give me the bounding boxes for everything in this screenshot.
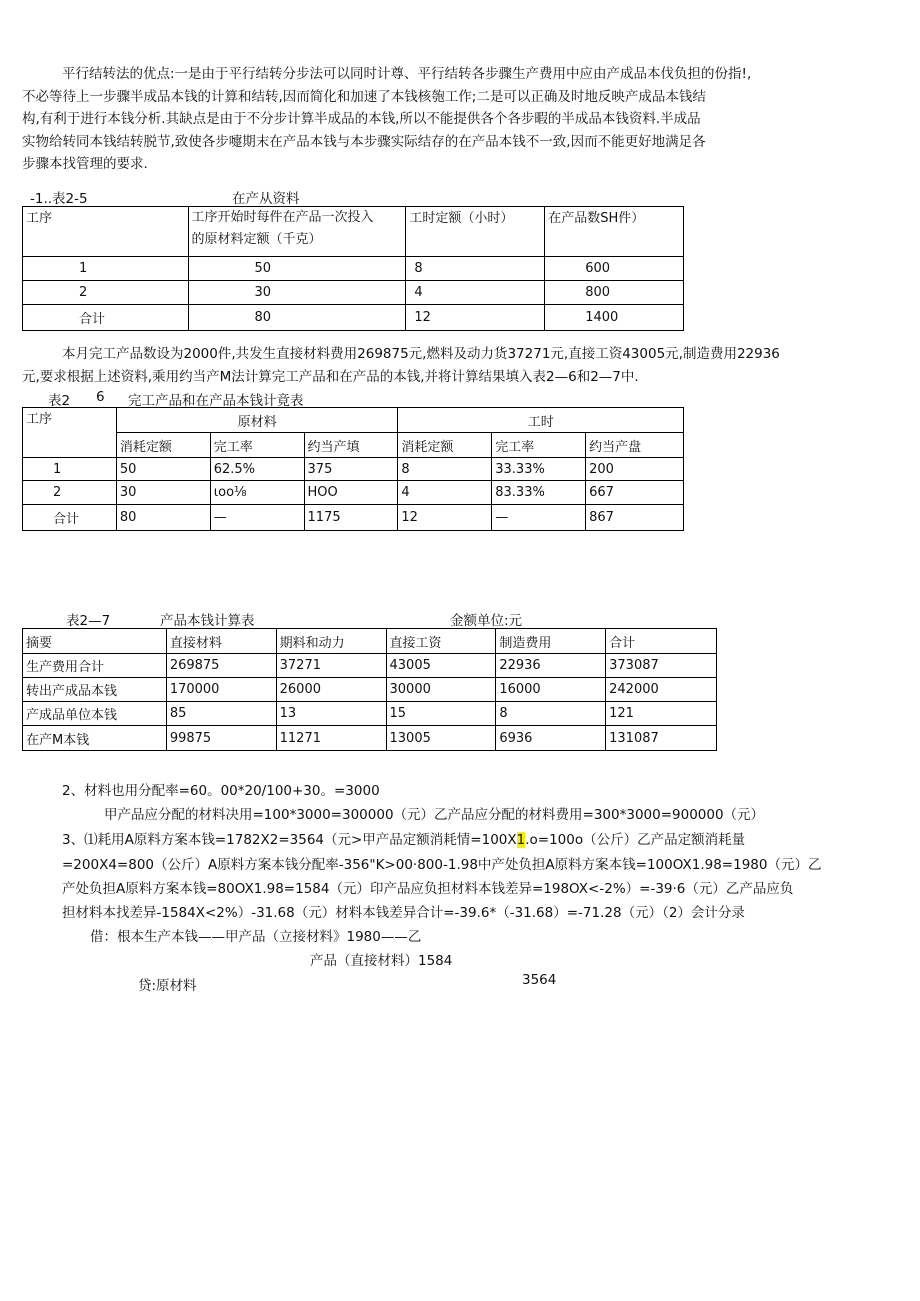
table26-subhead: 完工率: [210, 433, 304, 458]
table27-caption-number: 表2—7: [66, 613, 111, 629]
table25-cell: 1400: [545, 305, 684, 331]
table27-cell: 121: [606, 702, 717, 726]
q2-line-2: 甲产品应分配的材料决用=100*3000=300000（元）乙产品应分配的材料费用=300*3000=900000（元）: [104, 807, 765, 823]
table27-header: 制造费用: [496, 629, 606, 654]
table27-cell: 转出产成品本钱: [23, 678, 167, 702]
table-2-6: [22, 407, 684, 531]
q3-line-2: =200X4=800（公斤）A原料方案本钱分配率-356"K>00·800-1.98中产处负担A原料方案本钱=100OX1.98=1980（元）乙: [62, 857, 822, 873]
table26-subhead: 消耗定额: [116, 433, 210, 458]
table27-cell: 131087: [606, 726, 717, 751]
table26-cell: 80: [116, 505, 210, 531]
table26-cell: 1175: [304, 505, 398, 531]
table26-subhead: 约当产填: [304, 433, 398, 458]
table26-cell: 12: [398, 505, 492, 531]
table26-cell: 8: [398, 458, 492, 481]
table-row: [23, 481, 684, 505]
table27-cell: 16000: [496, 678, 606, 702]
q3-credit-value: 3564: [522, 972, 557, 988]
table26-cell: 62.5%: [210, 458, 304, 481]
table-row: [23, 305, 684, 331]
table26-subhead: 消耗定额: [398, 433, 492, 458]
table27-cell: 13: [276, 702, 386, 726]
table26-group-material: 原材料: [116, 408, 398, 433]
table27-cell: 37271: [276, 654, 386, 678]
table26-cell: 83.33%: [492, 481, 586, 505]
table26-cell: —: [492, 505, 586, 531]
table25-header-material-line1: 工序开始时每件在产品一次投入: [191, 210, 374, 225]
table26-cell: 375: [304, 458, 398, 481]
table26-cell: ιoo⅛: [210, 481, 304, 505]
q3-line-5: 借：根本生产本钱——甲产品（立接材料》1980——乙: [90, 929, 422, 945]
table26-caption-title: 完工产品和在产品本钱计竟表: [128, 393, 304, 409]
table-row: [23, 505, 684, 531]
table26-cell: 50: [116, 458, 210, 481]
table26-subhead: 约当产盘: [586, 433, 684, 458]
table27-cell: 170000: [166, 678, 276, 702]
table26-caption-number-2: 6: [96, 389, 105, 405]
table27-caption-title: 产品本钱计算表: [160, 613, 255, 629]
q3-line-3: 产处负担A原料方案本钱=80OX1.98=1584（元）印产品应负担材料本钱差异=198OX<-2%）=-39·6（元）乙产品应负: [62, 881, 794, 897]
intro-line-5: 步骤本找管理的要求.: [22, 156, 148, 172]
table27-cell: 30000: [386, 678, 496, 702]
table25-cell: 2: [23, 281, 189, 305]
table-2-5: [22, 206, 684, 331]
table26-cell: HOO: [304, 481, 398, 505]
table27-cell: 85: [166, 702, 276, 726]
table27-header: 直接工资: [386, 629, 496, 654]
table-row: [23, 281, 684, 305]
table26-header-process: 工序: [23, 408, 117, 458]
table27-cell: 242000: [606, 678, 717, 702]
table27-cell: 产成品单位本钱: [23, 702, 167, 726]
table26-cell: 200: [586, 458, 684, 481]
table25-cell: 4: [406, 281, 545, 305]
table26-cell: 867: [586, 505, 684, 531]
table26-group-hours: 工时: [398, 408, 684, 433]
table27-header: 合计: [606, 629, 717, 654]
intro-line-4: 实物给转同本钱结转脱节,致使各步嚏期末在产品本钱与本步骤实际结存的在产品本钱不一致,因而不能更好地满足各: [22, 133, 706, 150]
table27-caption-unit: 金额单位:元: [450, 613, 523, 629]
table25-header-material-line2: 的原材料定额（千克）: [191, 232, 322, 247]
table26-cell: 667: [586, 481, 684, 505]
table25-cell: 合计: [23, 305, 189, 331]
intro-line-1: 平行结转法的优点:一是由于平行结转分步法可以同时计尊、平行结转各步骤生产费用中应由产成品本伐负担的份指!,: [62, 66, 752, 82]
q2-line-1: 2、材料也用分配率=60。00*20/100+30。=3000: [62, 783, 380, 799]
table27-cell: 269875: [166, 654, 276, 678]
table27-header: 期料和动力: [276, 629, 386, 654]
table26-cell: 4: [398, 481, 492, 505]
table25-cell: 800: [545, 281, 684, 305]
q3-line-4: 担材料本找差异-1584X<2%）-31.68（元）材料本钱差异合计=-39.6*（-31.68）=-71.28（元）（2）会计分录: [62, 905, 745, 921]
table27-cell: 13005: [386, 726, 496, 751]
table27-cell: 22936: [496, 654, 606, 678]
table25-cell: 1: [23, 257, 189, 281]
table-2-7: [22, 628, 717, 751]
q3-line-1-a: 3、⑴耗用A原料方案本钱=1782X2=3564（元>甲产品定额消耗情=100X: [62, 832, 517, 848]
table25-cell: 50: [188, 257, 406, 281]
q3-line-6: 产品（直接材料）1584: [310, 953, 453, 969]
table25-caption-number: -1..表2-5: [30, 191, 88, 207]
table-row: [23, 678, 717, 702]
table25-header-hours: 工时定额（小时）: [406, 207, 545, 257]
table26-caption-number: 表2: [48, 393, 71, 409]
table26-cell: 2: [23, 481, 117, 505]
table25-cell: 8: [406, 257, 545, 281]
table26-cell: 33.33%: [492, 458, 586, 481]
table26-subhead: 完工率: [492, 433, 586, 458]
table25-caption-title: 在产从资料: [232, 191, 300, 207]
table26-cell: —: [210, 505, 304, 531]
table25-header-wip: 在产品数SH件）: [545, 207, 684, 257]
table26-cell: 1: [23, 458, 117, 481]
table26-cell: 30: [116, 481, 210, 505]
table27-cell: 43005: [386, 654, 496, 678]
intro-line-3: 构,有利于进行本钱分析.其缺点是由于不分步计算半成品的本钱,所以不能提供各个各步暇的半成品本钱资料.半成品: [22, 111, 701, 127]
table25-header-process: 工序: [23, 207, 189, 257]
table27-header: 摘要: [23, 629, 167, 654]
table25-cell: 12: [406, 305, 545, 331]
table27-cell: 99875: [166, 726, 276, 751]
table25-cell: 30: [188, 281, 406, 305]
table27-cell: 26000: [276, 678, 386, 702]
table25-cell: 80: [188, 305, 406, 331]
q3-line-1-b: .o=100o（公斤）乙产品定额消耗量: [525, 832, 746, 848]
table25-cell: 600: [545, 257, 684, 281]
table26-cell: 合计: [23, 505, 117, 531]
table27-cell: 在产M本钱: [23, 726, 167, 751]
table27-cell: 生产费用合计: [23, 654, 167, 678]
q3-credit-label: 贷:原材料: [138, 978, 197, 994]
table27-cell: 11271: [276, 726, 386, 751]
middle-line-1: 本月完工产品数设为2000件,共发生直接材料费用269875元,燃料及动力货37271元,直接工资43005元,制造费用22936: [62, 346, 780, 362]
middle-line-2: 元,要求根据上述资料,乘用约当产M法计算完工产品和在产品的本钱,并将计算结果填入表2—6和2—7中.: [22, 369, 639, 385]
q3-line-1: [62, 828, 745, 848]
table27-header: 直接材料: [166, 629, 276, 654]
intro-paragraph: [22, 63, 862, 176]
table27-cell: 6936: [496, 726, 606, 751]
table-row: [23, 702, 717, 726]
table-row: [23, 458, 684, 481]
table25-header-material: [188, 207, 406, 257]
table-row: [23, 257, 684, 281]
table27-cell: 15: [386, 702, 496, 726]
table27-cell: 8: [496, 702, 606, 726]
q3-line-1-highlight: 1: [516, 832, 526, 848]
table-row: [23, 654, 717, 678]
table27-cell: 373087: [606, 654, 717, 678]
intro-line-2: 不必等待上一步骤半成品本钱的计算和结转,因而简化和加速了本钱核匏工作;二是可以正确及时地反映产成品本钱结: [22, 88, 706, 105]
table-row: [23, 726, 717, 751]
